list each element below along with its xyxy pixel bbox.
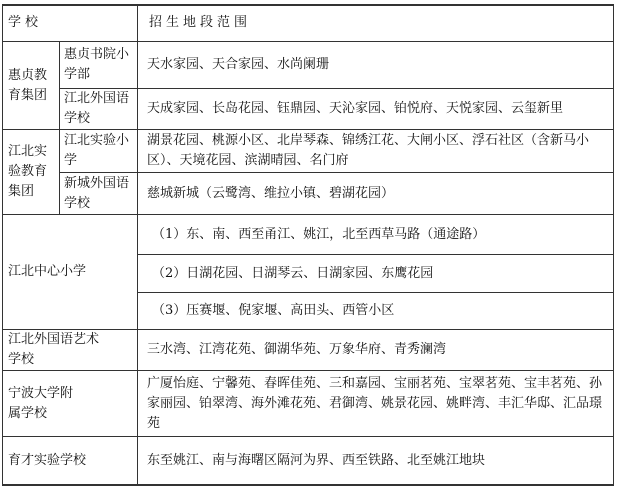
school-xincheng-waiguoyu: 新城外国语学校 [64, 175, 130, 211]
range-ningda: 广厦怡庭、宁馨苑、春晖佳苑、三和嘉园、宝丽茗苑、宝翠茗苑、宝丰茗苑、孙家丽园、铂翠湾、海外滩花苑、君御湾、姚景花园、姚畔湾、丰汇华邸、汇品璟苑 [147, 375, 603, 431]
range-yishu: 三水湾、江湾花苑、御湖华苑、万象华府、青秀澜湾 [147, 342, 447, 357]
range-shuyuan: 天水家园、天合家园、水尚阑珊 [147, 57, 330, 72]
school-zhongxin: 江北中心小学 [8, 264, 87, 279]
column-divider [137, 4, 138, 486]
table-bottom-border [2, 484, 614, 486]
school-yishu: 江北外国语艺术学校 [8, 332, 100, 367]
group-huizhen: 惠贞教育集团 [8, 67, 48, 103]
school-jiangbei-shiyan: 江北实验小学 [64, 133, 130, 168]
table-left-border [2, 4, 3, 486]
school-yucai: 育才实验学校 [8, 452, 87, 468]
table-right-border [613, 4, 614, 486]
header-school: 学校 [8, 15, 43, 30]
range-zhongxin-1: （1）东、南、西至甬江、姚江，北至西草马路（通途路） [152, 226, 486, 242]
enrollment-table [2, 4, 614, 488]
range-yucai: 东至姚江、南与海曙区隔河为界、西至铁路、北至姚江地块 [147, 452, 486, 468]
school-ningda: 宁波大学附属学校 [8, 385, 74, 421]
group-divider [59, 41, 60, 129]
range-zhongxin-3: （3）压赛堰、倪家堰、高田头、西管小区 [152, 303, 395, 318]
range-xincheng-waiguoyu: 慈城新城（云鹭湾、维拉小镇、碧湖花园） [147, 185, 395, 201]
group-divider [59, 129, 60, 214]
school-huizhen-shuyuan: 惠贞书院小学部 [64, 47, 130, 82]
range-huizhen-waiguoyu: 天成家园、长岛花园、钰鼎园、天沁家园、铂悦府、天悦家园、云玺新里 [147, 101, 564, 116]
range-jiangbei-shiyan: 湖景花园、桃源小区、北岸琴森、锦绣江花、大闸小区、浮石社区（含新马小区）、天境花园、滨湖晴园、名门府 [147, 133, 590, 168]
group-jiangbei: 江北实验教育集团 [8, 144, 48, 199]
school-huizhen-waiguoyu: 江北外国语学校 [64, 91, 130, 126]
header-range: 招生地段范围 [149, 15, 252, 30]
range-zhongxin-2: （2）日湖花园、日湖琴云、日湖家园、东鹰花园 [152, 265, 434, 281]
